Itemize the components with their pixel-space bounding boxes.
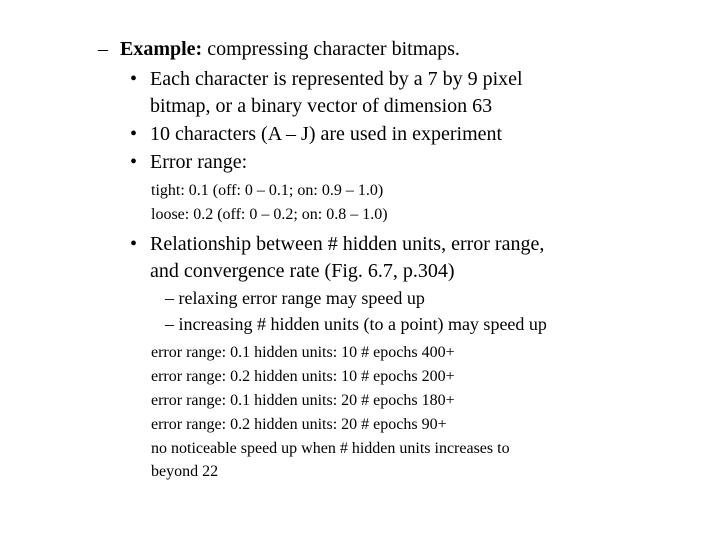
bullet-1-line-2 [150, 95, 492, 118]
heading-bold: Example: [120, 38, 203, 60]
bullet-2 [130, 123, 502, 146]
result-line-2: error range: 0.2 hidden units: 10 # epochs 200+ [151, 368, 455, 385]
bullet-4-text: Relationship between # hidden units, error range, [150, 233, 545, 255]
subpoint-1: – relaxing error range may speed up [165, 288, 425, 308]
result-line-1: error range: 0.1 hidden units: 10 # epochs 400+ [151, 344, 455, 361]
bullet-1-line-1 [130, 68, 523, 91]
result-line-4: error range: 0.2 hidden units: 20 # epochs 90+ [151, 416, 447, 433]
subpoint-2: – increasing # hidden units (to a point) may speed up [165, 314, 547, 334]
bullet-3-text: Error range: [150, 151, 248, 173]
heading-dash: – [98, 38, 108, 60]
bullet-4-text-cont: and convergence rate (Fig. 6.7, p.304) [150, 260, 455, 282]
bullet-1-text-cont: bitmap, or a binary vector of dimension 63 [150, 95, 493, 117]
bullet-3 [130, 151, 247, 174]
bullet-4-line-2 [150, 260, 455, 283]
bullet-marker: • [130, 123, 138, 145]
bullet-marker: • [130, 68, 138, 90]
bullet-4-line-1 [130, 233, 544, 256]
error-range-loose: loose: 0.2 (off: 0 – 0.2; on: 0.8 – 1.0) [151, 206, 388, 223]
result-line-5: no noticeable speed up when # hidden units increases to [151, 440, 510, 457]
heading [98, 38, 460, 61]
result-line-6: beyond 22 [151, 463, 219, 480]
bullet-marker: • [130, 233, 138, 255]
heading-text: compressing character bitmaps. [202, 38, 460, 60]
error-range-tight: tight: 0.1 (off: 0 – 0.1; on: 0.9 – 1.0) [151, 182, 384, 199]
bullet-1-text: Each character is represented by a 7 by 9 pixel [150, 68, 523, 90]
bullet-marker: • [130, 151, 138, 173]
result-line-3: error range: 0.1 hidden units: 20 # epochs 180+ [151, 392, 455, 409]
bullet-2-text: 10 characters (A – J) are used in experiment [150, 123, 503, 145]
